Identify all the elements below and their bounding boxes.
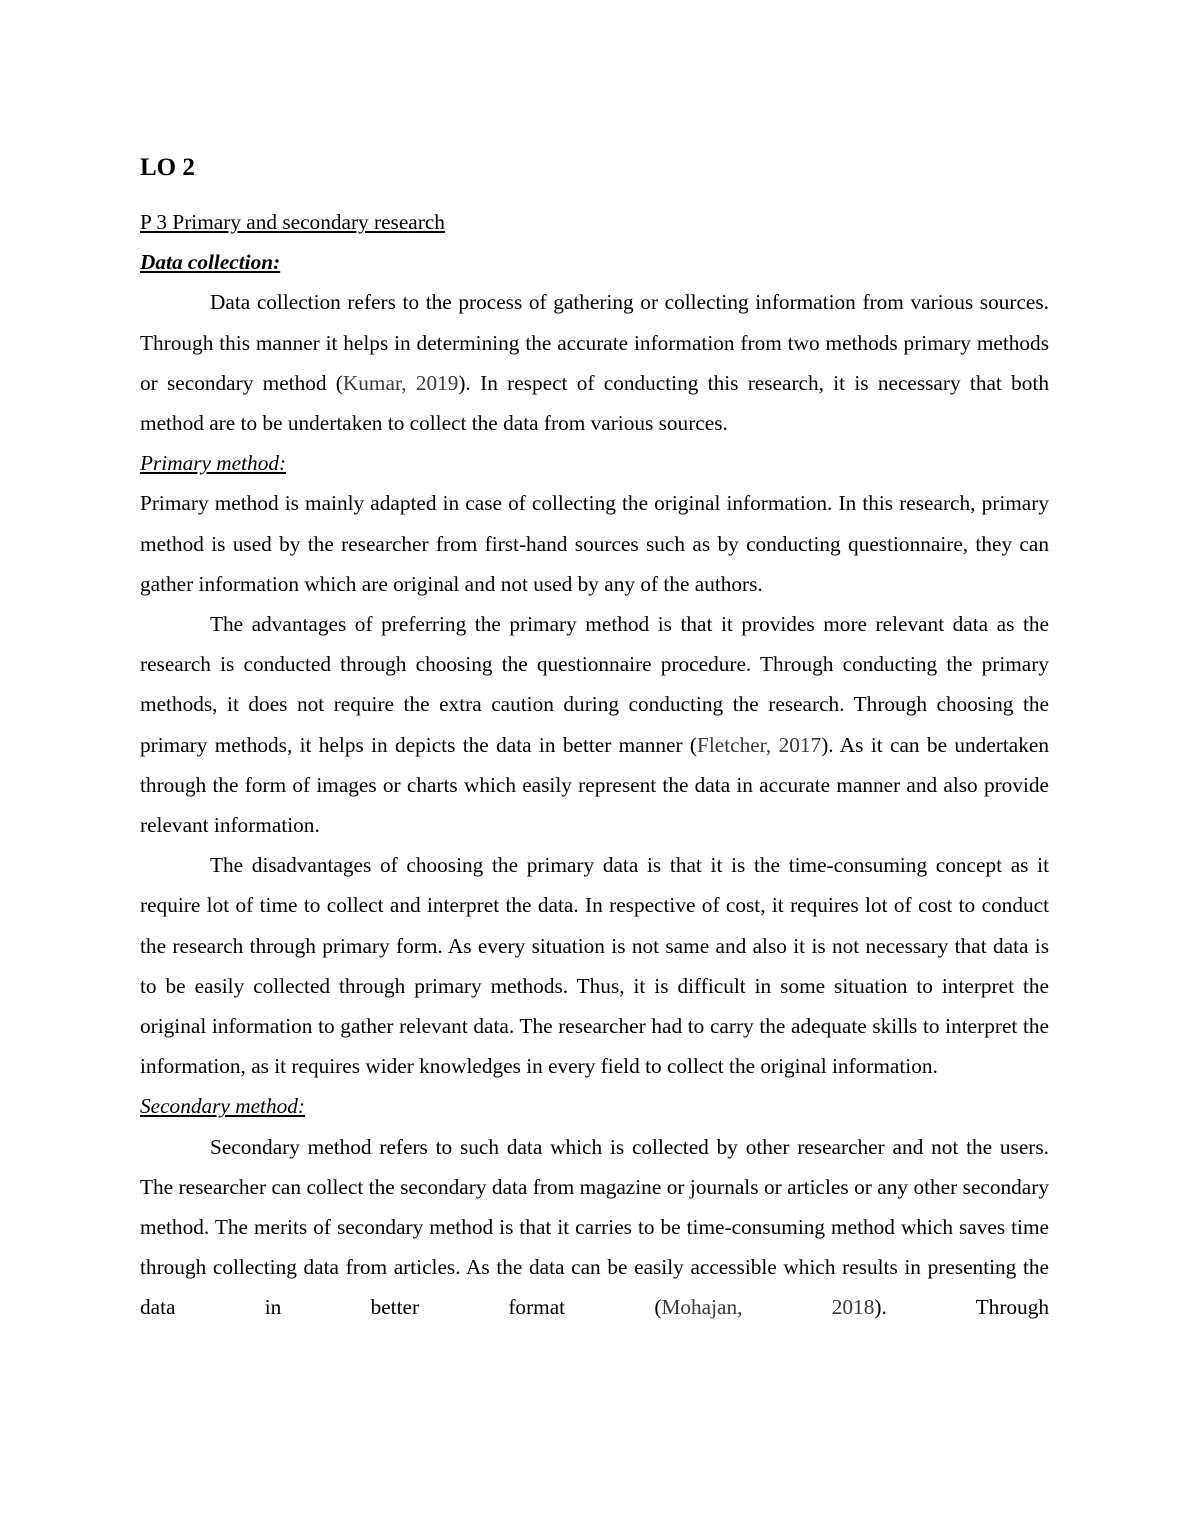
text-run: The advantages of preferring the primary method is that it provides more relevant data as the research is conducted through choosing the questionnaire procedure. Through conducting the primary methods, it does not require the extra caution during conducting the research. Through choosing the primary methods, it helps in depicts the data in better manner ( [140,612,1049,757]
secondary-method-paragraph [140,1127,1049,1328]
section-subheading: P 3 Primary and secondary research [140,210,445,234]
primary-method-paragraph-2 [140,604,1049,845]
citation: Fletcher, 2017 [697,732,822,757]
text-run: Data collection refers to the process of gathering or collecting information from various sources. Through this manner it helps in determining the accurate information from two methods primary methods or secondary method ( [140,290,1049,395]
primary-method-paragraph-3: The disadvantages of choosing the primary data is that it is the time-consuming concept as it require lot of time to collect and interpret the data. In respective of cost, it requires lot of cost to conduct the research through primary form. As every situation is not same and also it is not necessary that data is to be easily collected through primary methods. Thus, it is difficult in some situation to interpret the original information to gather relevant data. The researcher had to carry the adequate skills to interpret the information, as it requires wider knowledges in every field to collect the original information. [140,853,1049,1079]
primary-method-paragraph-1: Primary method is mainly adapted in case of collecting the original information. In this research, primary method is used by the researcher from first-hand sources such as by conducting questionnaire, they can gather information which are original and not used by any of the authors. [140,491,1049,596]
data-collection-paragraph [140,282,1049,443]
text-run: Secondary method refers to such data which is collected by other researcher and not the users. The researcher can collect the secondary data from magazine or journals or articles or any other secondary method. The merits of secondary method is that it carries to be time-consuming method which saves time through collecting data from articles. As the data can be easily accessible which results in presenting the data in better format ( [140,1134,1049,1320]
text-run: ). Through [874,1295,1050,1320]
citation: Mohajan, 2018 [661,1295,875,1320]
page-heading: LO 2 [140,154,195,181]
document-page [140,146,1049,1328]
secondary-method-label: Secondary method: [140,1094,305,1119]
text-run: ). In respect of conducting this research, it is necessary that both method are to be undertaken to collect the data from various sources. [140,370,1049,436]
text-run: ). As it can be undertaken through the form of images or charts which easily represent the data in accurate manner and also provide relevant information. [140,732,1049,838]
data-collection-label: Data collection: [140,250,281,275]
primary-method-label: Primary method: [140,451,287,476]
citation: Kumar, 2019 [342,370,459,395]
